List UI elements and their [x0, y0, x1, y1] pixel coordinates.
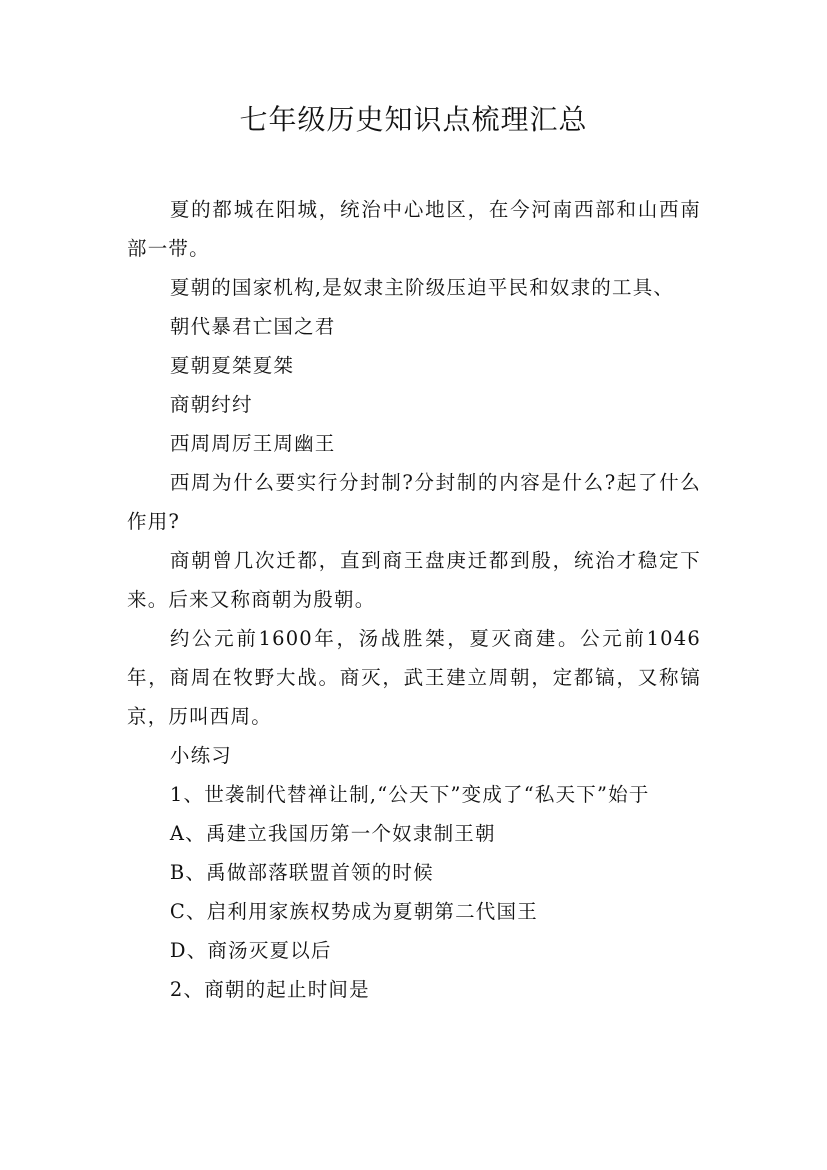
paragraph-shang-capital: 商朝曾几次迁都，直到商王盘庚迁都到殷，统治才稳定下来。后来又称商朝为殷朝。 — [127, 549, 701, 611]
question-2: 2、商朝的起止时间是 — [169, 978, 370, 1001]
section-heading-practice: 小练习 — [169, 744, 232, 767]
paragraph-shang-tyrant: 商朝纣纣 — [169, 393, 253, 416]
paragraph-xia-capital: 夏的都城在阳城，统治中心地区，在今河南西部和山西南部一带。 — [127, 198, 701, 260]
paragraph-xia-tyrant: 夏朝夏桀夏桀 — [169, 354, 295, 377]
paragraph-zhou-tyrant: 西周周厉王周幽王 — [169, 432, 336, 455]
question-1-option-a: A、禹建立我国历第一个奴隶制王朝 — [169, 822, 496, 845]
paragraph-xia-state: 夏朝的国家机构,是奴隶主阶级压迫平民和奴隶的工具、 — [169, 276, 675, 299]
question-1-option-d: D、商汤灭夏以后 — [169, 939, 332, 962]
question-1-option-b: B、禹做部落联盟首领的时候 — [169, 861, 434, 884]
question-1: 1、世袭制代替禅让制,“公天下”变成了“私天下”始于 — [169, 783, 650, 806]
document-body — [127, 190, 701, 1009]
question-1-option-c: C、启利用家族权势成为夏朝第二代国王 — [169, 900, 538, 923]
paragraph-fenfeng-question: 西周为什么要实行分封制?分封制的内容是什么?起了什么作用? — [127, 471, 701, 533]
page-title: 七年级历史知识点梳理汇总 — [239, 103, 588, 136]
paragraph-chronology: 约公元前1600年，汤战胜桀，夏灭商建。公元前1046年，商周在牧野大战。商灭，武王建立周朝，定都镐，又称镐京，历叫西周。 — [127, 627, 701, 728]
paragraph-tyrants-heading: 朝代暴君亡国之君 — [169, 315, 336, 338]
